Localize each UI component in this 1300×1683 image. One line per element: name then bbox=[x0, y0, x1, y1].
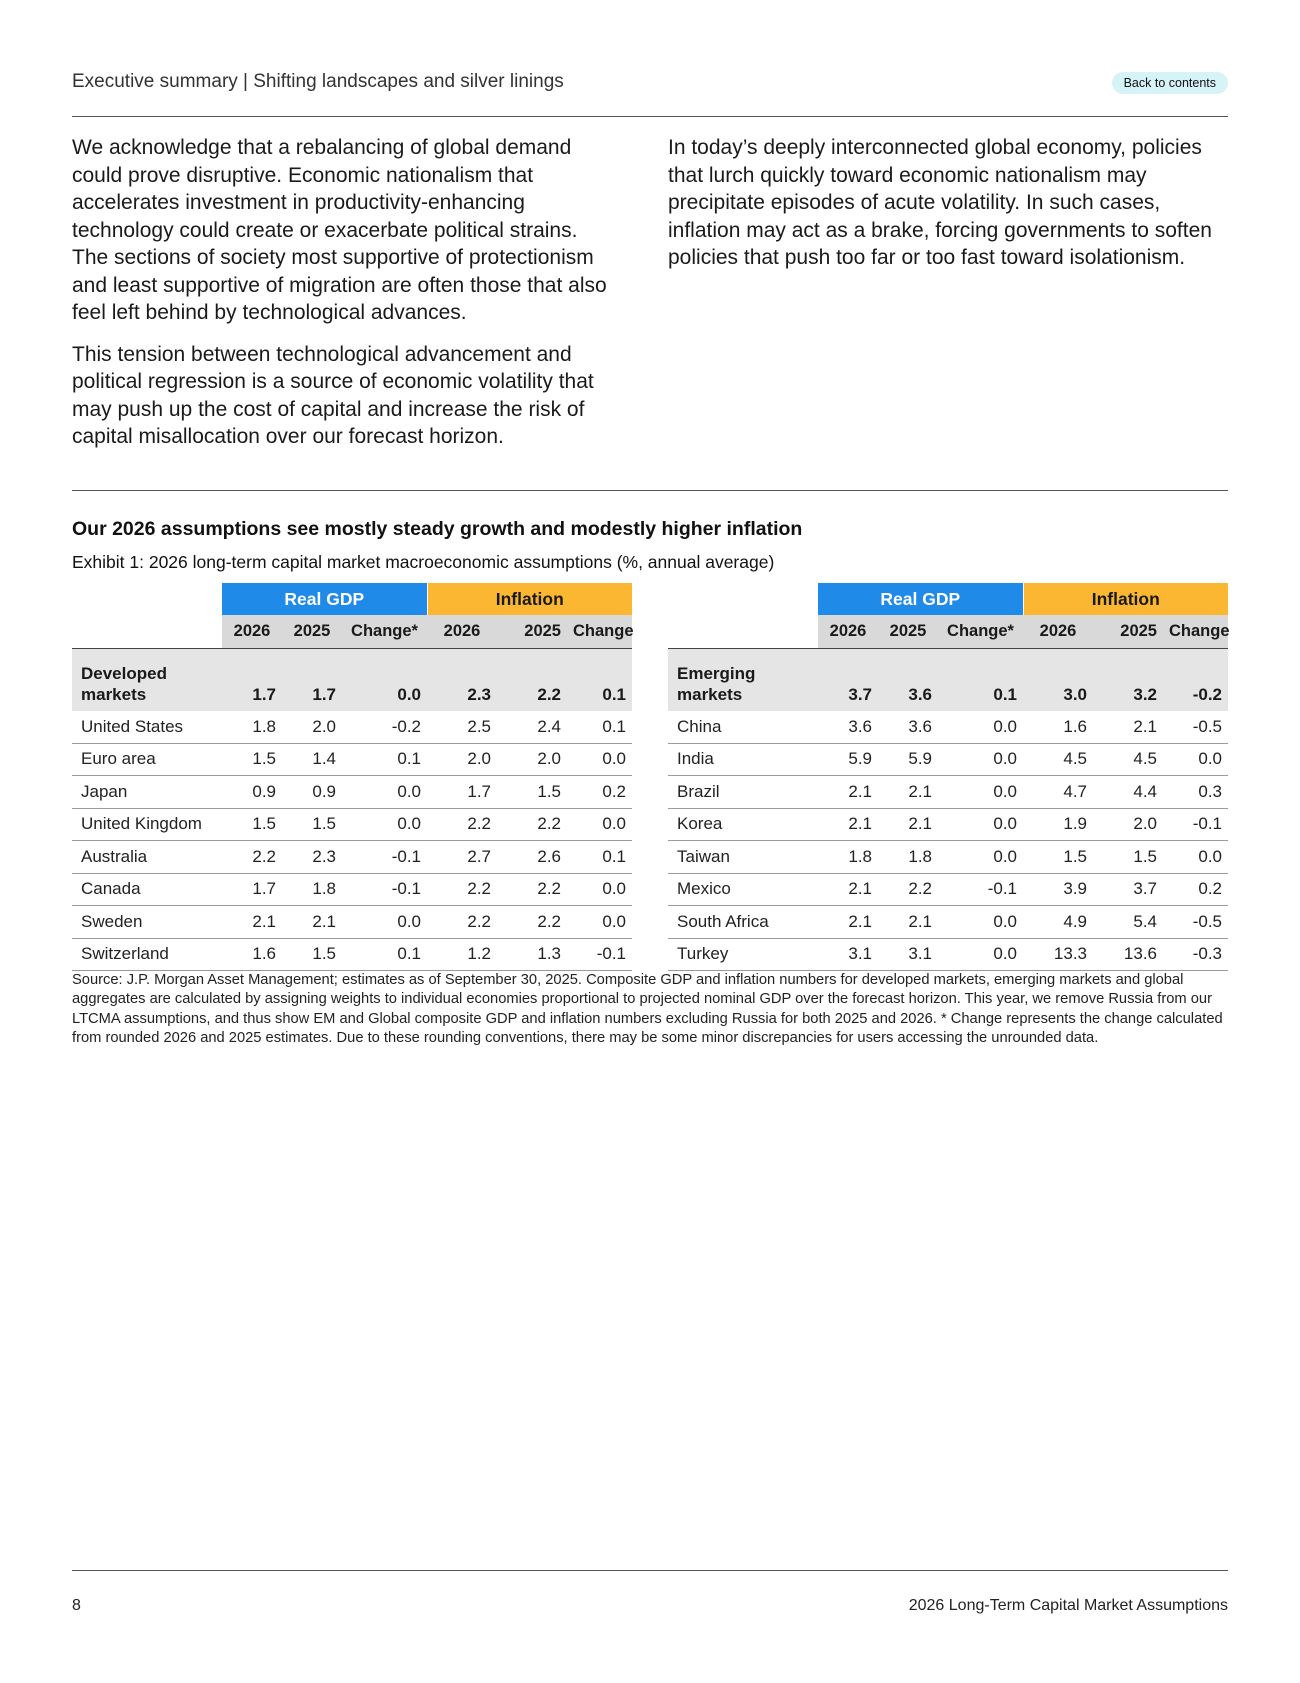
table-cell: -0.1 bbox=[938, 873, 1023, 906]
section-title: Executive summary | Shifting landscapes and silver linings bbox=[72, 71, 564, 92]
row-label: Canada bbox=[72, 873, 222, 906]
row-label: Emerging markets bbox=[668, 649, 818, 712]
table-cell: 2.4 bbox=[497, 711, 567, 743]
table-cell: 2.2 bbox=[497, 649, 567, 712]
table-cell: -0.1 bbox=[567, 938, 632, 971]
row-label: China bbox=[668, 711, 818, 743]
table-cell: 2.1 bbox=[878, 906, 938, 939]
real-gdp-group-header: Real GDP bbox=[222, 583, 427, 615]
inflation-group-header: Inflation bbox=[1023, 583, 1228, 615]
table-cell: 0.0 bbox=[938, 808, 1023, 841]
table-cell: 1.3 bbox=[497, 938, 567, 971]
aggregate-row bbox=[668, 649, 1228, 712]
table-cell: 2.1 bbox=[878, 776, 938, 809]
paragraph: We acknowledge that a rebalancing of global demand could prove disruptive. Economic nationalism that accelerates investment in productivity-enhancing technology could create or exacerbate political strains. The sections of society most supportive of protectionism and least supportive of migration are often those that also feel left behind by technological advances. bbox=[72, 136, 607, 324]
table-cell: 4.5 bbox=[1093, 743, 1163, 776]
table-cell: -0.1 bbox=[342, 873, 427, 906]
table-cell: 3.7 bbox=[818, 649, 878, 712]
table-cell: 0.0 bbox=[342, 776, 427, 809]
column-header: Change* bbox=[938, 615, 1023, 649]
table-cell: 1.5 bbox=[282, 808, 342, 841]
row-label: Switzerland bbox=[72, 938, 222, 971]
table-cell: 1.8 bbox=[222, 711, 282, 743]
table-row bbox=[668, 743, 1228, 776]
table-row bbox=[668, 711, 1228, 743]
table-row bbox=[72, 743, 632, 776]
table-cell: 2.1 bbox=[1093, 711, 1163, 743]
table-cell: 2.0 bbox=[282, 711, 342, 743]
table-row bbox=[668, 873, 1228, 906]
table-row bbox=[72, 808, 632, 841]
table-cell: 13.3 bbox=[1023, 938, 1093, 971]
table-cell: 0.0 bbox=[1163, 841, 1228, 874]
exhibit-subtitle: Exhibit 1: 2026 long-term capital market macroeconomic assumptions (%, annual average) bbox=[72, 552, 775, 572]
table-row bbox=[72, 711, 632, 743]
table-row bbox=[72, 906, 632, 939]
table-cell: 0.2 bbox=[1163, 873, 1228, 906]
table-cell: 2.1 bbox=[818, 873, 878, 906]
table-cell: 4.7 bbox=[1023, 776, 1093, 809]
back-to-contents-button[interactable]: Back to contents bbox=[1112, 72, 1228, 94]
column-header: Change bbox=[567, 615, 632, 649]
emerging-markets-table bbox=[668, 583, 1228, 971]
table-cell: 1.2 bbox=[427, 938, 497, 971]
table-cell: 2.0 bbox=[497, 743, 567, 776]
table-cell: 2.2 bbox=[878, 873, 938, 906]
column-header: 2026 bbox=[1023, 615, 1093, 649]
table-cell: 2.2 bbox=[497, 873, 567, 906]
table-cell: -0.5 bbox=[1163, 906, 1228, 939]
table-cell: 0.2 bbox=[567, 776, 632, 809]
inflation-group-header: Inflation bbox=[427, 583, 632, 615]
column-header: Change* bbox=[342, 615, 427, 649]
table-cell: 1.4 bbox=[282, 743, 342, 776]
table-cell: -0.3 bbox=[1163, 938, 1228, 971]
table-cell: 2.0 bbox=[1093, 808, 1163, 841]
table-cell: -0.5 bbox=[1163, 711, 1228, 743]
column-header: 2025 bbox=[497, 615, 567, 649]
table-cell: 1.5 bbox=[222, 743, 282, 776]
table-cell: 3.6 bbox=[878, 649, 938, 712]
aggregate-row bbox=[72, 649, 632, 712]
row-label: United Kingdom bbox=[72, 808, 222, 841]
table-cell: 2.7 bbox=[427, 841, 497, 874]
paragraph: This tension between technological advancement and political regression is a source of economic volatility that may push up the cost of capital and increase the risk of capital misallocation over our forecast horizon. bbox=[72, 342, 594, 448]
row-label: Taiwan bbox=[668, 841, 818, 874]
row-label: India bbox=[668, 743, 818, 776]
row-label: Sweden bbox=[72, 906, 222, 939]
row-label: Turkey bbox=[668, 938, 818, 971]
page-header bbox=[72, 70, 1228, 96]
table-cell: 0.0 bbox=[342, 649, 427, 712]
row-label: Mexico bbox=[668, 873, 818, 906]
table-cell: 1.7 bbox=[222, 649, 282, 712]
table-cell: 5.9 bbox=[878, 743, 938, 776]
exhibit-heading: Our 2026 assumptions see mostly steady growth and modestly higher inflation bbox=[72, 518, 803, 540]
table-cell: 3.2 bbox=[1093, 649, 1163, 712]
table-cell: 0.1 bbox=[938, 649, 1023, 712]
row-label: United States bbox=[72, 711, 222, 743]
table-cell: 2.0 bbox=[427, 743, 497, 776]
table-cell: 0.0 bbox=[567, 873, 632, 906]
table-cell: 1.7 bbox=[222, 873, 282, 906]
table-cell: 2.1 bbox=[818, 808, 878, 841]
table-cell: 2.5 bbox=[427, 711, 497, 743]
table-row bbox=[72, 841, 632, 874]
table-cell: 3.1 bbox=[818, 938, 878, 971]
table-cell: 3.7 bbox=[1093, 873, 1163, 906]
table-cell: 1.7 bbox=[282, 649, 342, 712]
table-cell: 4.5 bbox=[1023, 743, 1093, 776]
table-cell: 1.6 bbox=[1023, 711, 1093, 743]
column-header: 2025 bbox=[282, 615, 342, 649]
table-cell: 2.2 bbox=[427, 906, 497, 939]
column-header: 2026 bbox=[427, 615, 497, 649]
column-header: 2025 bbox=[1093, 615, 1163, 649]
table-cell: 2.2 bbox=[222, 841, 282, 874]
table-row bbox=[72, 938, 632, 971]
table-cell: 0.0 bbox=[938, 938, 1023, 971]
footer-divider bbox=[72, 1570, 1228, 1571]
table-cell: 3.6 bbox=[878, 711, 938, 743]
table-cell: 0.3 bbox=[1163, 776, 1228, 809]
row-label: Developed markets bbox=[72, 649, 222, 712]
table-cell: 2.2 bbox=[427, 873, 497, 906]
page-number: 8 bbox=[72, 1597, 81, 1614]
table-cell: 2.1 bbox=[282, 906, 342, 939]
table-cell: 0.9 bbox=[222, 776, 282, 809]
table-cell: 1.5 bbox=[1093, 841, 1163, 874]
table-cell: 0.0 bbox=[567, 743, 632, 776]
table-row bbox=[668, 938, 1228, 971]
table-cell: 3.0 bbox=[1023, 649, 1093, 712]
table-cell: 4.9 bbox=[1023, 906, 1093, 939]
row-label: Euro area bbox=[72, 743, 222, 776]
table-cell: 2.3 bbox=[282, 841, 342, 874]
table-cell: 0.0 bbox=[938, 776, 1023, 809]
table-cell: 0.1 bbox=[567, 649, 632, 712]
table-cell: 2.1 bbox=[878, 808, 938, 841]
table-cell: -0.1 bbox=[342, 841, 427, 874]
table-cell: 0.0 bbox=[938, 711, 1023, 743]
table-cell: 2.6 bbox=[497, 841, 567, 874]
table-cell: 0.0 bbox=[938, 841, 1023, 874]
table-cell: 1.5 bbox=[222, 808, 282, 841]
table-cell: 2.2 bbox=[497, 906, 567, 939]
row-label: Brazil bbox=[668, 776, 818, 809]
table-cell: 0.0 bbox=[938, 743, 1023, 776]
table-row bbox=[668, 808, 1228, 841]
table-row bbox=[668, 906, 1228, 939]
page bbox=[72, 0, 1228, 1683]
table-cell: 1.7 bbox=[427, 776, 497, 809]
real-gdp-group-header: Real GDP bbox=[818, 583, 1023, 615]
column-header: 2026 bbox=[818, 615, 878, 649]
paragraph: In today’s deeply interconnected global economy, policies that lurch quickly toward economic nationalism may precipitate episodes of acute volatility. In such cases, inflation may act as a brake, forcing governments to soften policies that push too far or too fast toward isolationism. bbox=[668, 136, 1212, 269]
table-cell: 0.0 bbox=[938, 906, 1023, 939]
row-label: Australia bbox=[72, 841, 222, 874]
header-divider bbox=[72, 116, 1228, 117]
table-cell: 0.1 bbox=[342, 938, 427, 971]
table-cell: 4.4 bbox=[1093, 776, 1163, 809]
table-cell: 0.1 bbox=[567, 841, 632, 874]
table-cell: 0.1 bbox=[567, 711, 632, 743]
row-label: South Africa bbox=[668, 906, 818, 939]
table-cell: 1.8 bbox=[878, 841, 938, 874]
table-cell: 1.9 bbox=[1023, 808, 1093, 841]
row-label: Korea bbox=[668, 808, 818, 841]
table-cell: 1.8 bbox=[282, 873, 342, 906]
table-cell: 2.2 bbox=[497, 808, 567, 841]
table-cell: 2.1 bbox=[818, 776, 878, 809]
document-title: 2026 Long-Term Capital Market Assumptions bbox=[908, 1597, 1228, 1614]
body-column-right bbox=[668, 134, 1213, 286]
table-row bbox=[668, 776, 1228, 809]
table-cell: 2.1 bbox=[222, 906, 282, 939]
table-cell: -0.1 bbox=[1163, 808, 1228, 841]
table-cell: 0.1 bbox=[342, 743, 427, 776]
table-cell: 1.5 bbox=[282, 938, 342, 971]
table-cell: 3.9 bbox=[1023, 873, 1093, 906]
table-cell: 3.1 bbox=[878, 938, 938, 971]
table-row bbox=[72, 776, 632, 809]
column-header: Change bbox=[1163, 615, 1228, 649]
table-cell: 2.1 bbox=[818, 906, 878, 939]
table-cell: 0.0 bbox=[567, 808, 632, 841]
column-header: 2026 bbox=[222, 615, 282, 649]
table-row bbox=[668, 841, 1228, 874]
table-cell: 5.4 bbox=[1093, 906, 1163, 939]
section-divider bbox=[72, 490, 1228, 491]
table-cell: 0.0 bbox=[567, 906, 632, 939]
table-cell: -0.2 bbox=[342, 711, 427, 743]
column-header: 2025 bbox=[878, 615, 938, 649]
table-cell: 1.8 bbox=[818, 841, 878, 874]
table-cell: 3.6 bbox=[818, 711, 878, 743]
table-cell: 13.6 bbox=[1093, 938, 1163, 971]
table-cell: 1.6 bbox=[222, 938, 282, 971]
table-cell: 0.0 bbox=[342, 808, 427, 841]
developed-markets-table bbox=[72, 583, 632, 971]
table-cell: 2.2 bbox=[427, 808, 497, 841]
table-cell: 1.5 bbox=[497, 776, 567, 809]
body-column-left bbox=[72, 134, 617, 465]
table-cell: 0.0 bbox=[1163, 743, 1228, 776]
source-note: Source: J.P. Morgan Asset Management; estimates as of September 30, 2025. Composite GDP and inflation numbers for developed markets, emerging markets and global aggregates are calculated by assigning weights to individual economies proportional to projected nominal GDP over the forecast horizon. This year, we remove Russia from our LTCMA assumptions, and thus show EM and Global composite GDP and inflation numbers excluding Russia for both 2025 and 2026. * Change represents the change calculated from rounded 2026 and 2025 estimates. Due to these rounding conventions, there may be some minor discrepancies for users accessing the unrounded data. bbox=[72, 972, 1223, 1046]
table-cell: 1.5 bbox=[1023, 841, 1093, 874]
row-label: Japan bbox=[72, 776, 222, 809]
table-cell: -0.2 bbox=[1163, 649, 1228, 712]
table-cell: 0.9 bbox=[282, 776, 342, 809]
table-cell: 2.3 bbox=[427, 649, 497, 712]
table-cell: 5.9 bbox=[818, 743, 878, 776]
table-cell: 0.0 bbox=[342, 906, 427, 939]
table-row bbox=[72, 873, 632, 906]
